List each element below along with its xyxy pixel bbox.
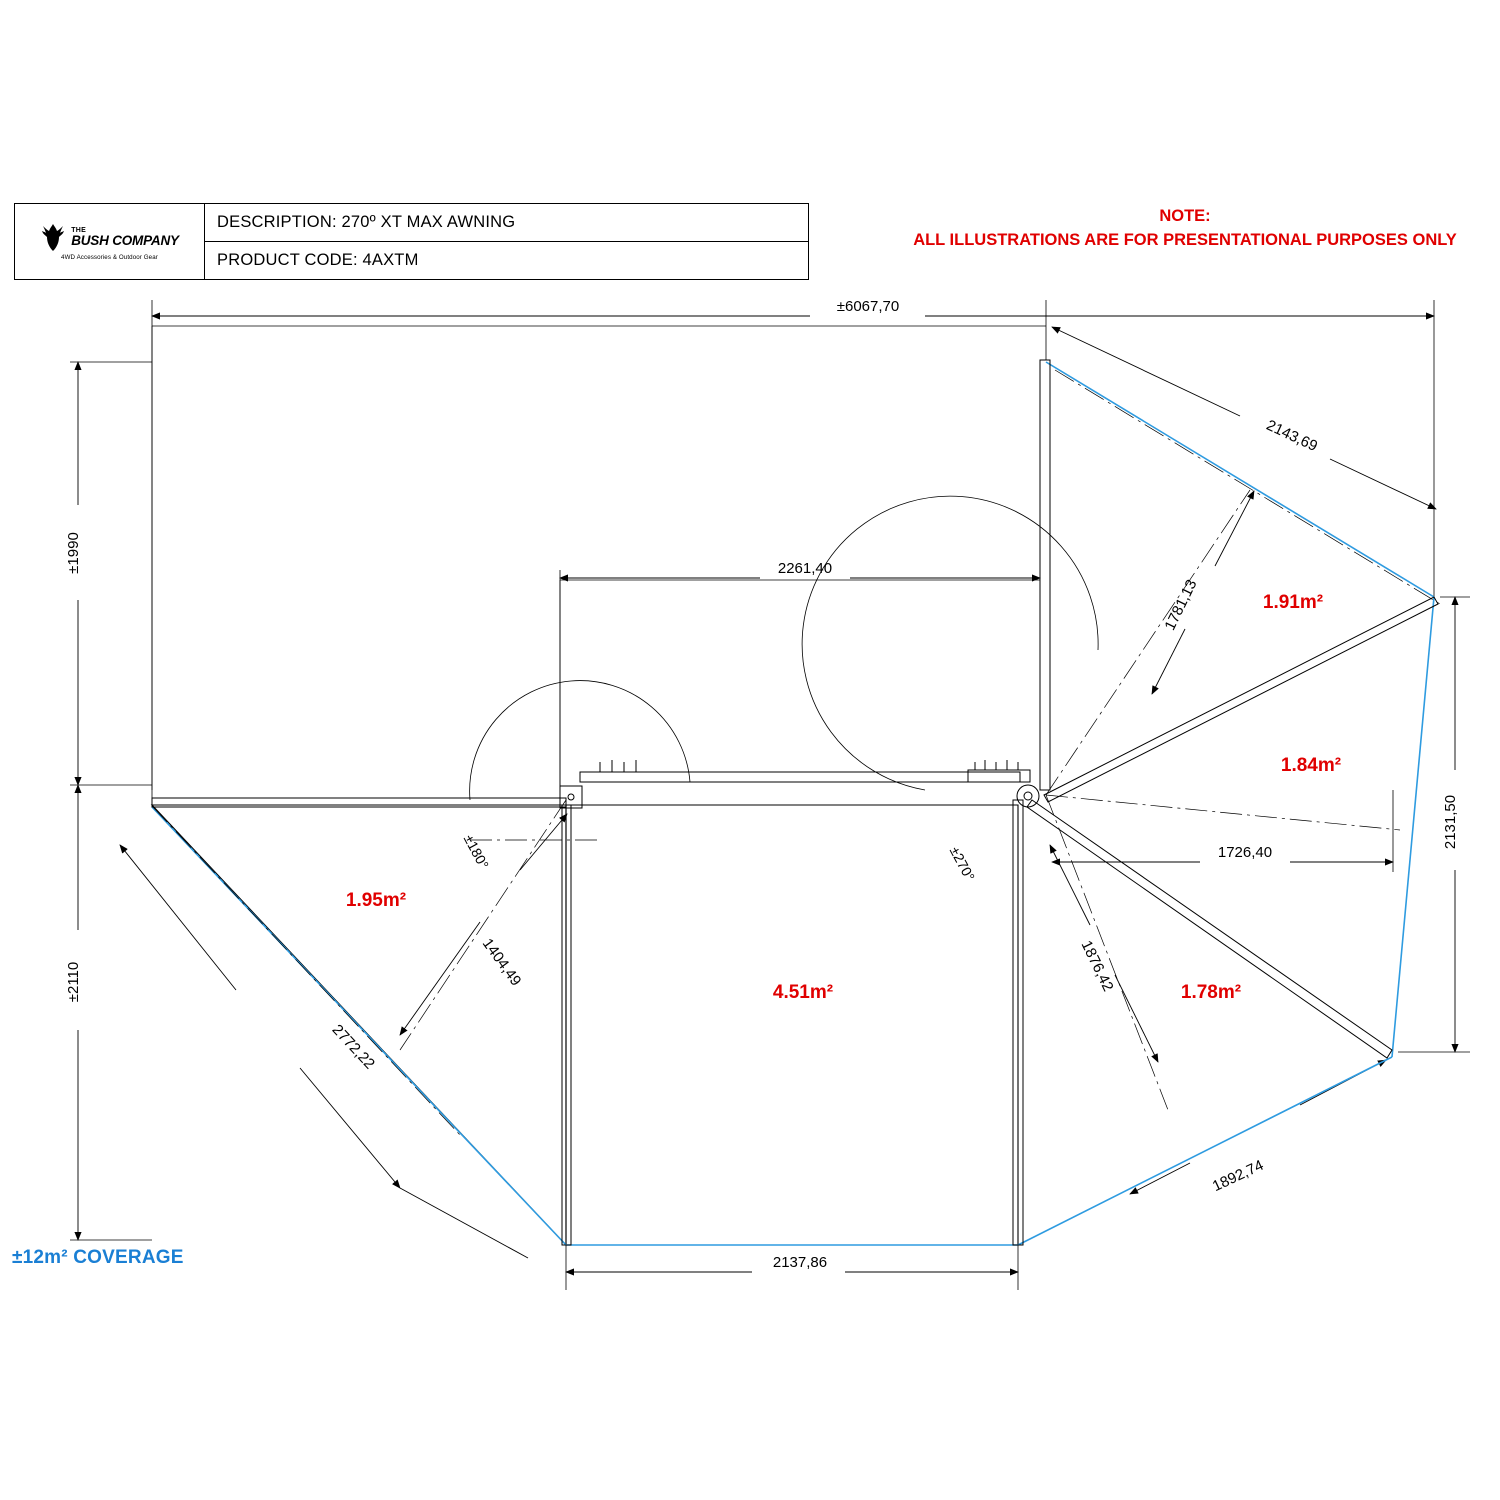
area-upper-right: 1.91m² xyxy=(1262,592,1324,613)
logo-name: BUSH COMPANY xyxy=(71,232,179,248)
fabric-outline xyxy=(152,805,1018,1245)
construction-outline xyxy=(152,326,1046,798)
dim-right-height: 2131,50 xyxy=(1442,794,1459,850)
area-right: 1.84m² xyxy=(1280,755,1342,776)
coverage-label: ±12m² COVERAGE xyxy=(12,1247,184,1268)
area-main: 4.51m² xyxy=(772,982,834,1003)
area-left-wing: 1.95m² xyxy=(345,890,407,911)
area-lower-right: 1.78m² xyxy=(1180,982,1242,1003)
awning-arms xyxy=(152,360,1438,1245)
angle-left: ±180° xyxy=(460,831,493,872)
description-row: DESCRIPTION: 270º XT MAX AWNING xyxy=(205,204,808,242)
dim-upper-right-inner: 1781,13 xyxy=(1161,576,1201,634)
product-code-row: PRODUCT CODE: 4AXTM xyxy=(217,251,419,269)
center-lines xyxy=(152,370,1440,1135)
logo-the: THE xyxy=(71,226,87,234)
dim-left-diagonal-inner: 1404,49 xyxy=(478,935,525,990)
dim-overall-width: ±6067,70 xyxy=(836,298,900,315)
dim-lower-right-outer: 1892,74 xyxy=(1209,1156,1267,1196)
logo-tagline: 4WD Accessories & Outdoor Gear xyxy=(61,254,158,261)
note-line-1: NOTE: xyxy=(1159,207,1211,225)
angle-labels xyxy=(461,832,978,884)
witness-lines xyxy=(70,300,1470,1290)
angle-right: ±270° xyxy=(946,843,979,884)
note-line-2: ALL ILLUSTRATIONS ARE FOR PRESENTATIONAL PURPOSES ONLY xyxy=(913,230,1457,249)
dim-bottom-width: 2137,86 xyxy=(772,1254,828,1271)
fabric-edge-highlight xyxy=(152,362,1434,1245)
left-bracket xyxy=(560,760,636,808)
dim-center-top-width: 2261,40 xyxy=(777,560,833,577)
dim-right-middle: 1726,40 xyxy=(1217,844,1273,861)
dim-lower-height: ±2110 xyxy=(65,961,82,1003)
dim-left-diagonal-outer: 2772,22 xyxy=(328,1021,379,1073)
dimension-labels xyxy=(65,298,1459,1271)
angle-arcs xyxy=(470,496,1098,800)
dim-upper-right-diagonal: 2143,69 xyxy=(1263,416,1321,456)
dim-upper-height: ±1990 xyxy=(65,532,82,574)
dim-lower-right-inner: 1876,42 xyxy=(1077,937,1117,995)
pivot-hub xyxy=(968,760,1039,807)
